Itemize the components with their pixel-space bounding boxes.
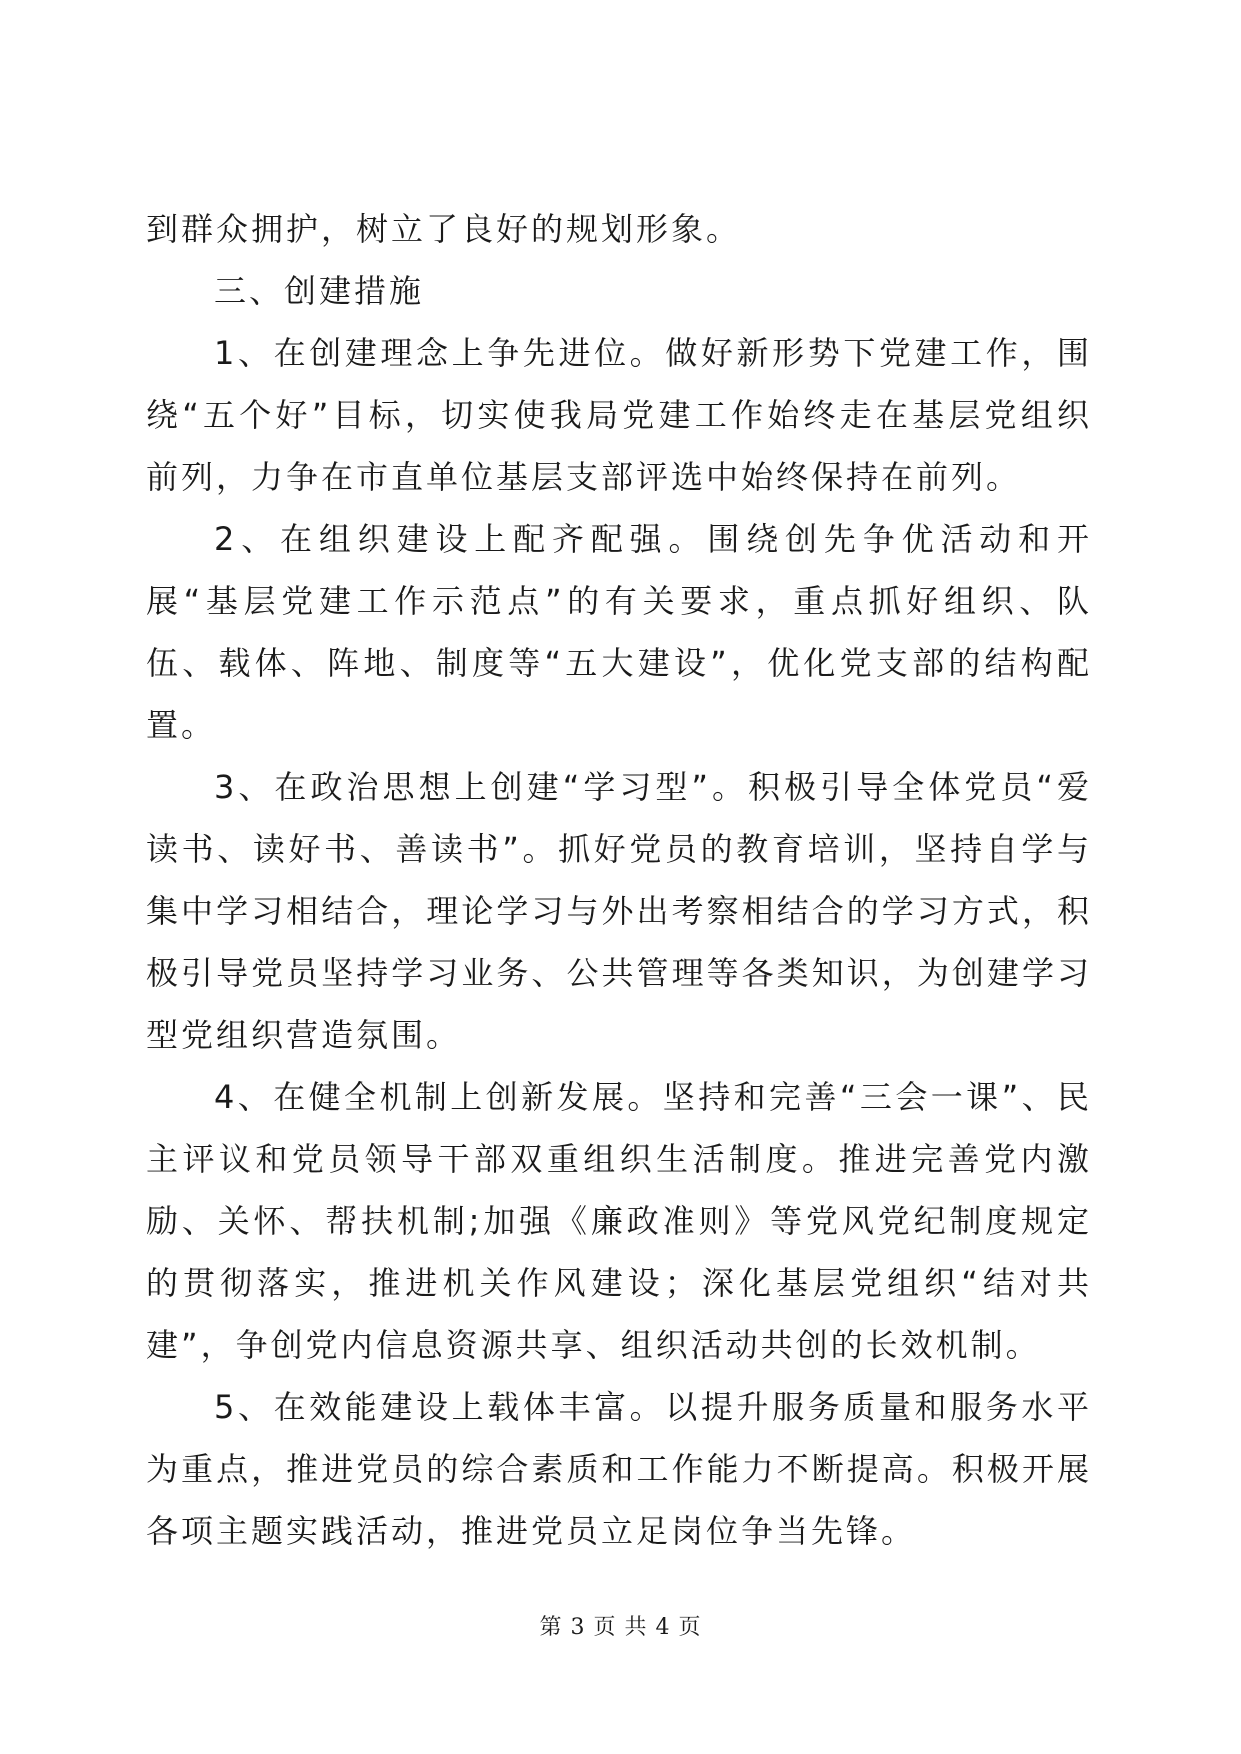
paragraph-item-4: 4、在健全机制上创新发展。坚持和完善“三会一课”、民主评议和党员领导干部双重组织生活制度。推进完善党内激励、关怀、帮扶机制;加强《廉政准则》等党风党纪制度规定的贯彻落实，推进机关作风建设；深化基层党组织“结对共建”，争创党内信息资源共享、组织活动共创的长效机制。: [146, 1078, 1092, 1364]
paragraph-item-2: 2、在组织建设上配齐配强。围绕创先争优活动和开展“基层党建工作示范点”的有关要求，重点抓好组织、队伍、载体、阵地、制度等“五大建设”，优化党支部的结构配置。: [146, 520, 1092, 744]
paragraph-continuation: 到群众拥护，树立了良好的规划形象。: [146, 210, 742, 248]
paragraph-item-5: 5、在效能建设上载体丰富。以提升服务质量和服务水平为重点，推进党员的综合素质和工作能力不断提高。积极开展各项主题实践活动，推进党员立足岗位争当先锋。: [146, 1388, 1092, 1550]
section-heading: 三、创建措施: [214, 272, 425, 310]
document-body: [146, 198, 1092, 1562]
paragraph-item-3: 3、在政治思想上创建“学习型”。积极引导全体党员“爱读书、读好书、善读书”。抓好党员的教育培训，坚持自学与集中学习相结合，理论学习与外出考察相结合的学习方式，积极引导党员坚持学习业务、公共管理等各类知识，为创建学习型党组织营造氛围。: [146, 768, 1092, 1054]
paragraph-item-1: 1、在创建理念上争先进位。做好新形势下党建工作，围绕“五个好”目标，切实使我局党建工作始终走在基层党组织前列，力争在市直单位基层支部评选中始终保持在前列。: [146, 334, 1092, 496]
page-number-footer: 第 3 页 共 4 页: [539, 1615, 702, 1640]
